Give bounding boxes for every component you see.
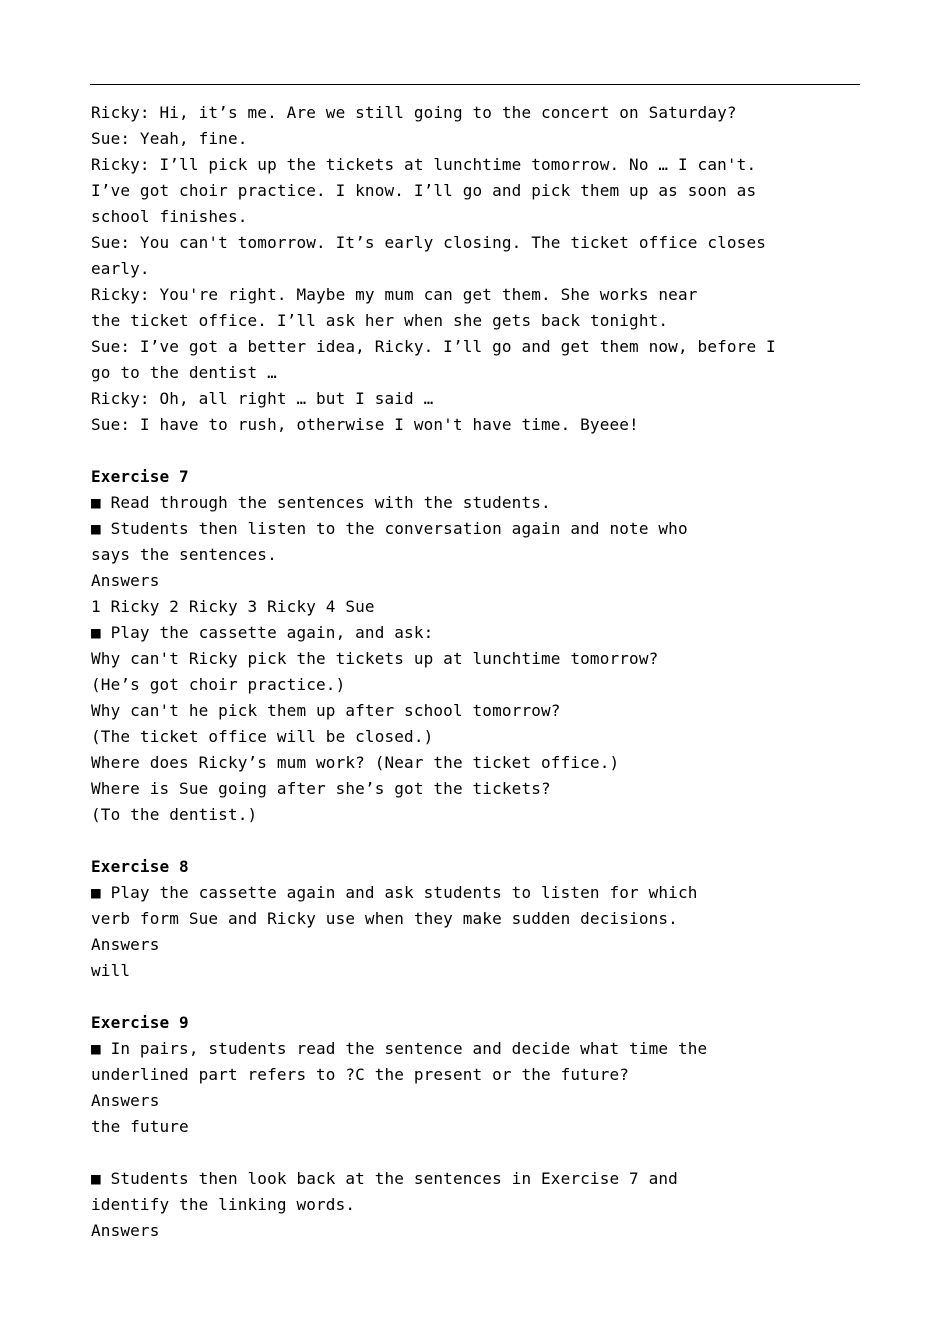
- exercise-8-line: verb form Sue and Ricky use when they make sudden decisions.: [91, 909, 678, 928]
- exercise-9-line: ■ Students then look back at the sentences in Exercise 7 and: [91, 1169, 678, 1188]
- exercise-8-heading: Exercise 8: [91, 857, 189, 876]
- exercise-9-line: ■ In pairs, students read the sentence and decide what time the: [91, 1039, 708, 1058]
- dialogue-line: Sue: You can't tomorrow. It’s early closing. The ticket office closes: [91, 233, 767, 252]
- dialogue-line: early.: [91, 259, 150, 278]
- spacer: [91, 984, 861, 1010]
- dialogue-line: Sue: I’ve got a better idea, Ricky. I’ll go and get them now, before I: [91, 337, 776, 356]
- dialogue-line: Ricky: Hi, it’s me. Are we still going to the concert on Saturday?: [91, 103, 737, 122]
- exercise-9-line: identify the linking words.: [91, 1195, 356, 1214]
- dialogue-line: I’ve got choir practice. I know. I’ll go and pick them up as soon as: [91, 181, 757, 200]
- spacer: [91, 1140, 861, 1166]
- exercise-7-line: Answers: [91, 571, 160, 590]
- exercise-8-line: ■ Play the cassette again and ask students to listen for which: [91, 883, 698, 902]
- exercise-7-line: Where does Ricky’s mum work? (Near the ticket office.): [91, 753, 620, 772]
- exercise-8-section: [91, 854, 861, 984]
- exercise-7-line: Where is Sue going after she’s got the tickets?: [91, 779, 551, 798]
- exercise-9-line: underlined part refers to ?C the present or the future?: [91, 1065, 630, 1084]
- exercise-7-line: ■ Read through the sentences with the students.: [91, 493, 551, 512]
- dialogue-line: Sue: I have to rush, otherwise I won't have time. Byeee!: [91, 415, 639, 434]
- dialogue-line: Ricky: I’ll pick up the tickets at lunchtime tomorrow. No … I can't.: [91, 155, 757, 174]
- exercise-8-line: Answers: [91, 935, 160, 954]
- exercise-8-line: will: [91, 961, 131, 980]
- dialogue-line: go to the dentist …: [91, 363, 277, 382]
- page-content: [91, 100, 861, 1244]
- dialogue-line: Ricky: You're right. Maybe my mum can get them. She works near: [91, 285, 698, 304]
- spacer: [91, 438, 861, 464]
- exercise-7-line: Why can't he pick them up after school tomorrow?: [91, 701, 561, 720]
- exercise-7-line: 1 Ricky 2 Ricky 3 Ricky 4 Sue: [91, 597, 375, 616]
- dialogue-line: Sue: Yeah, fine.: [91, 129, 248, 148]
- dialogue-line: the ticket office. I’ll ask her when she gets back tonight.: [91, 311, 669, 330]
- exercise-9-line: Answers: [91, 1091, 160, 1110]
- dialogue-line: Ricky: Oh, all right … but I said …: [91, 389, 434, 408]
- exercise-7-line: Why can't Ricky pick the tickets up at lunchtime tomorrow?: [91, 649, 659, 668]
- exercise-7-line: (To the dentist.): [91, 805, 258, 824]
- exercise-7-line: (He’s got choir practice.): [91, 675, 346, 694]
- exercise-9-line: Answers: [91, 1221, 160, 1240]
- exercise-7-heading: Exercise 7: [91, 467, 189, 486]
- exercise-9-line: the future: [91, 1117, 189, 1136]
- dialogue-block: [91, 100, 861, 438]
- dialogue-line: school finishes.: [91, 207, 248, 226]
- exercise-7-line: ■ Play the cassette again, and ask:: [91, 623, 434, 642]
- spacer: [91, 828, 861, 854]
- exercise-7-section: [91, 464, 861, 828]
- header-rule: [90, 84, 860, 85]
- exercise-9-heading: Exercise 9: [91, 1013, 189, 1032]
- exercise-7-line: ■ Students then listen to the conversation again and note who: [91, 519, 688, 538]
- exercise-9-section: [91, 1010, 861, 1244]
- exercise-7-line: (The ticket office will be closed.): [91, 727, 434, 746]
- exercise-7-line: says the sentences.: [91, 545, 277, 564]
